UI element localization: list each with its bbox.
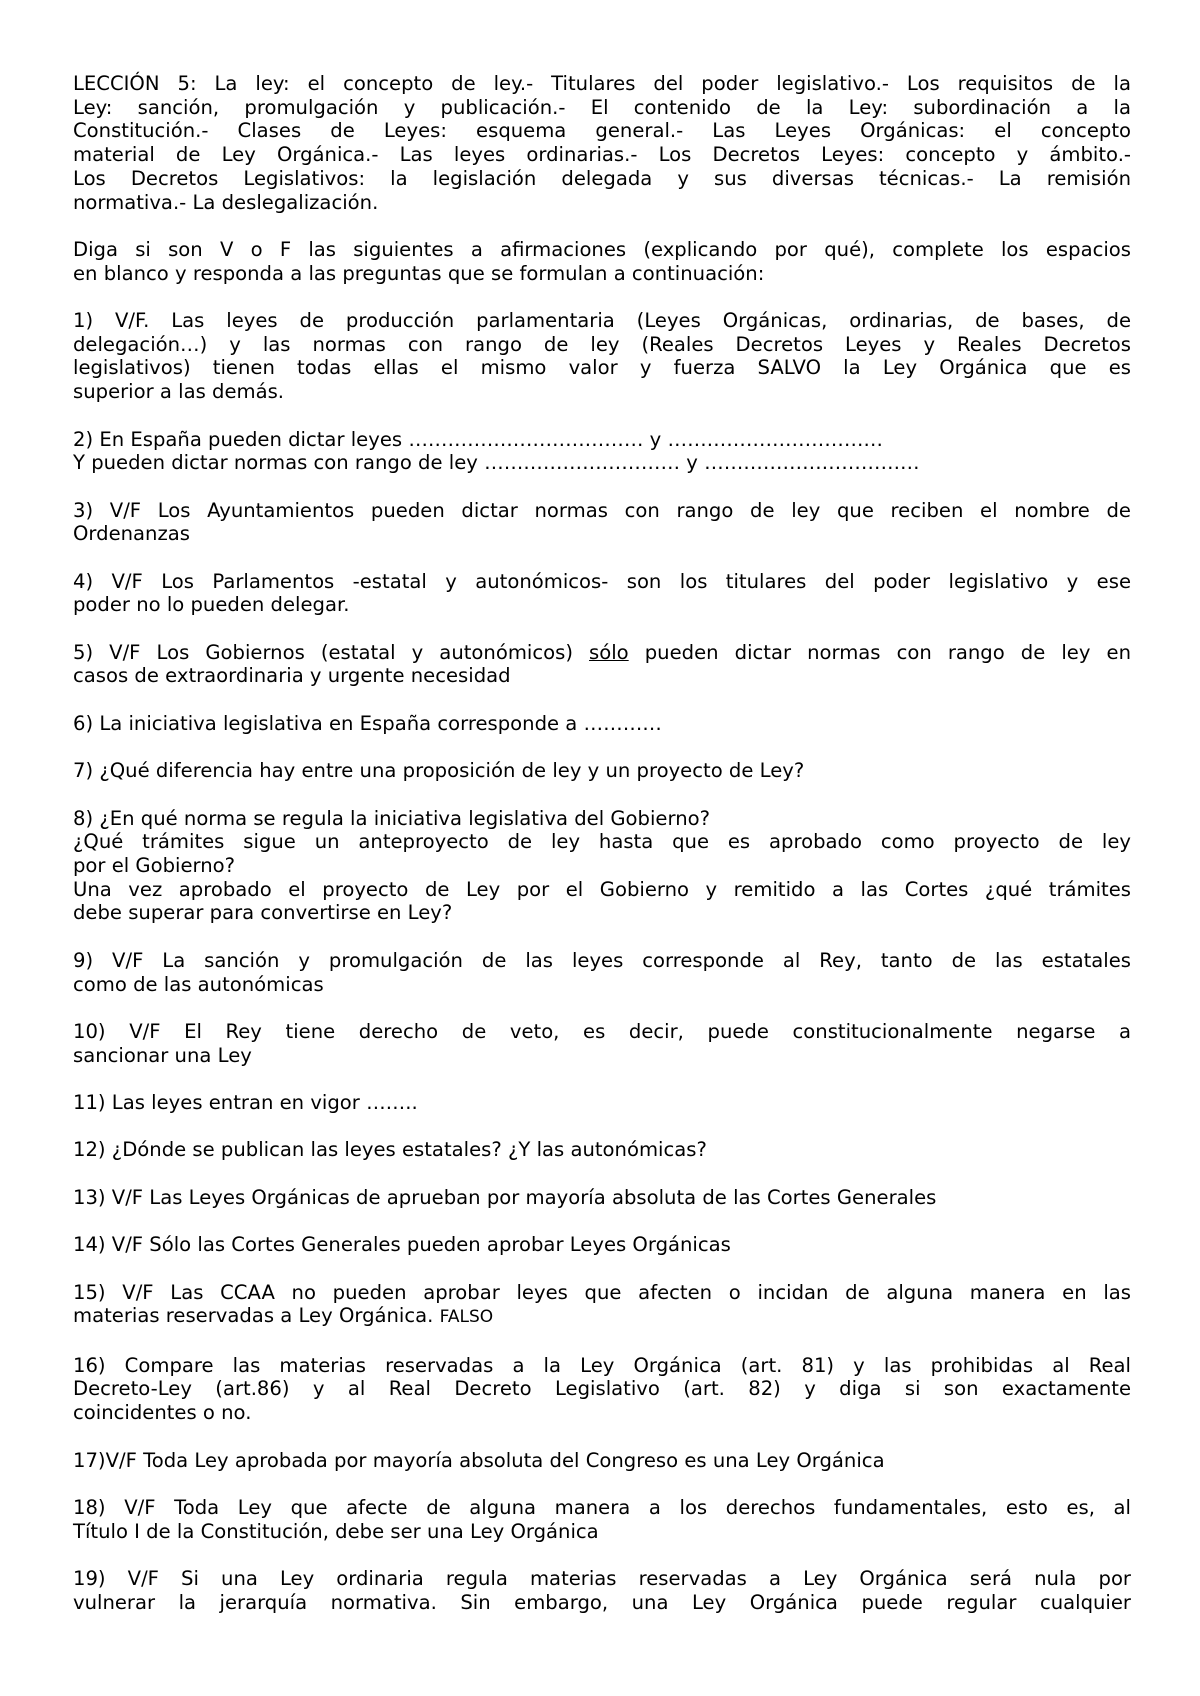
question-10 — [73, 1020, 1131, 1067]
question-text: materias reservadas a Ley Orgánica. — [73, 1304, 440, 1328]
question-text: pueden dictar normas con rango de ley en — [628, 640, 1131, 664]
question-line: debe superar para convertirse en Ley? — [73, 901, 453, 925]
question-line: 15) V/F Las CCAA no pueden aprobar leyes que afecten o incidan de alguna manera en las — [73, 1280, 1131, 1304]
lesson-line: Ley: sanción, promulgación y publicación.- El contenido de la Ley: subordinación a la — [73, 95, 1131, 119]
question-line: vulnerar la jerarquía normativa. Sin embargo, una Ley Orgánica puede regular cualquier — [73, 1590, 1131, 1614]
question-line: 12) ¿Dónde se publican las leyes estatales? ¿Y las autonómicas? — [73, 1138, 707, 1162]
question-line: 2) En España pueden dictar leyes ……………………………… y …………………………… — [73, 427, 884, 451]
question-line: 6) La iniciativa legislativa en España corresponde a ………… — [73, 711, 662, 735]
question-line: Ordenanzas — [73, 522, 190, 546]
question-line: 14) V/F Sólo las Cortes Generales pueden aprobar Leyes Orgánicas — [73, 1233, 731, 1257]
instructions-line: en blanco y responda a las preguntas que se formulan a continuación: — [73, 261, 765, 285]
question-16 — [73, 1354, 1131, 1425]
question-line: 10) V/F El Rey tiene derecho de veto, es decir, puede constitucionalmente negarse a — [73, 1019, 1131, 1043]
question-text: 5) V/F Los Gobiernos (estatal y autonómicos) — [73, 640, 590, 664]
question-line: 1) V/F. Las leyes de producción parlamentaria (Leyes Orgánicas, ordinarias, de bases, de — [73, 309, 1131, 332]
lesson-line: Los Decretos Legislativos: la legislación delegada y sus diversas técnicas.- La remisión — [73, 166, 1131, 190]
question-line: 11) Las leyes entran en vigor …….. — [73, 1091, 418, 1115]
question-line: sancionar una Ley — [73, 1043, 252, 1067]
lesson-heading — [73, 72, 1131, 214]
question-line: legislativos) tienen todas ellas el mismo valor y fuerza SALVO la Ley Orgánica que es — [73, 356, 1131, 380]
question-line: 17)V/F Toda Ley aprobada por mayoría absoluta del Congreso es una Ley Orgánica — [73, 1448, 885, 1472]
question-line: casos de extraordinaria y urgente necesidad — [73, 664, 511, 688]
lesson-line: LECCIÓN 5: La ley: el concepto de ley.- Titulares del poder legislativo.- Los requisitos de la — [73, 72, 1131, 95]
question-3 — [73, 499, 1131, 546]
underlined-word: sólo — [589, 640, 629, 664]
question-19 — [73, 1567, 1131, 1614]
question-6 — [73, 712, 1131, 736]
question-5 — [73, 641, 1131, 688]
question-7 — [73, 759, 1131, 783]
question-1 — [73, 309, 1131, 404]
question-9 — [73, 949, 1131, 996]
question-line: Decreto-Ley (art.86) y al Real Decreto Legislativo (art. 82) y diga si son exactamente — [73, 1377, 1131, 1401]
question-line: ¿Qué trámites sigue un anteproyecto de ley hasta que es aprobado como proyecto de ley — [73, 830, 1131, 854]
question-12 — [73, 1138, 1131, 1162]
lesson-line: normativa.- La deslegalización. — [73, 190, 379, 214]
question-line: Y pueden dictar normas con rango de ley ………………………… y …………………………… — [73, 451, 920, 475]
question-4 — [73, 570, 1131, 617]
question-line: 18) V/F Toda Ley que afecte de alguna manera a los derechos fundamentales, esto es, al — [73, 1495, 1131, 1519]
question-line: 13) V/F Las Leyes Orgánicas de aprueban por mayoría absoluta de las Cortes Generales — [73, 1185, 937, 1209]
question-15 — [73, 1281, 1131, 1330]
question-line: 4) V/F Los Parlamentos -estatal y autonómicos- son los titulares del poder legislativo y ese — [73, 569, 1131, 593]
question-line: coincidentes o no. — [73, 1401, 252, 1425]
question-14 — [73, 1233, 1131, 1257]
question-line: por el Gobierno? — [73, 854, 236, 878]
question-line: 8) ¿En qué norma se regula la iniciativa legislativa del Gobierno? — [73, 806, 710, 830]
question-line: superior a las demás. — [73, 380, 285, 404]
question-line — [73, 1304, 1131, 1330]
question-11 — [73, 1091, 1131, 1115]
question-line: 19) V/F Si una Ley ordinaria regula materias reservadas a Ley Orgánica será nula por — [73, 1566, 1131, 1590]
question-line: delegación…) y las normas con rango de ley (Reales Decretos Leyes y Reales Decretos — [73, 332, 1131, 356]
question-line: 3) V/F Los Ayuntamientos pueden dictar normas con rango de ley que reciben el nombre de — [73, 498, 1131, 522]
question-line — [73, 641, 1131, 665]
instructions — [73, 238, 1131, 285]
question-line: Una vez aprobado el proyecto de Ley por el Gobierno y remitido a las Cortes ¿qué trámites — [73, 877, 1131, 901]
instructions-line: Diga si son V o F las siguientes a afirmaciones (explicando por qué), complete los espacios — [73, 237, 1131, 261]
lesson-line: Constitución.- Clases de Leyes: esquema general.- Las Leyes Orgánicas: el concepto — [73, 119, 1131, 143]
question-line: Título I de la Constitución, debe ser una Ley Orgánica — [73, 1519, 599, 1543]
question-line: 16) Compare las materias reservadas a la Ley Orgánica (art. 81) y las prohibidas al Real — [73, 1353, 1131, 1377]
question-13 — [73, 1186, 1131, 1210]
question-line: poder no lo pueden delegar. — [73, 593, 350, 617]
answer-text: FALSO — [439, 1307, 494, 1328]
question-line: 9) V/F La sanción y promulgación de las leyes corresponde al Rey, tanto de las estatales — [73, 948, 1131, 972]
question-17 — [73, 1449, 1131, 1473]
question-line: como de las autonómicas — [73, 972, 324, 996]
lesson-line: material de Ley Orgánica.- Las leyes ordinarias.- Los Decretos Leyes: concepto y ámbito.- — [73, 143, 1131, 167]
document-page — [73, 72, 1131, 1638]
question-8 — [73, 807, 1131, 926]
question-line: 7) ¿Qué diferencia hay entre una proposición de ley y un proyecto de Ley? — [73, 759, 805, 783]
question-18 — [73, 1496, 1131, 1543]
question-2 — [73, 428, 1131, 475]
